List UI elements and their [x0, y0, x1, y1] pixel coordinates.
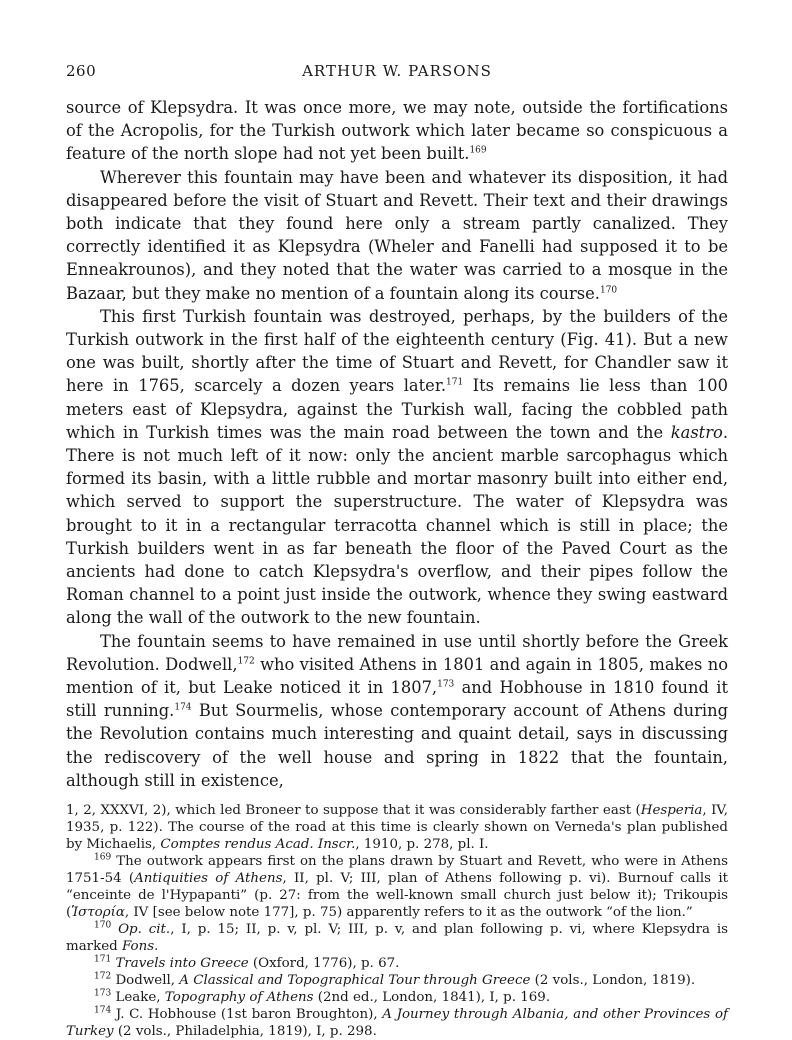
footnote-number: 173 [94, 988, 112, 999]
footnote-ref-171[interactable]: 171 [446, 378, 464, 389]
footnote-text: , I, p. 15; II, p. v, pl. V; III, p. v, and plan following p. vi, where Klepsydra is marked [66, 922, 728, 955]
footnote-ref-169[interactable]: 169 [469, 145, 487, 156]
paragraph-text: The fountain seems to have remained in use until shortly before the Greek Revolution. Dodwell, [66, 631, 728, 674]
footnote-171 [66, 955, 728, 972]
footnote-173 [66, 989, 728, 1006]
footnote-italic: Antiquities of Athens [134, 871, 283, 887]
footnote-italic: A Classical and Topographical Tour through Greece [179, 973, 531, 989]
footnote-number: 170 [94, 920, 112, 931]
footnote-number: 169 [94, 852, 112, 863]
footnote-174 [66, 1006, 728, 1040]
paragraph-text: This first Turkish fountain was destroyed, perhaps, by the builders of the Turkish outwork in the first half of the eighteenth century (Fig. 41). But a new one was built, shortly after the time of Stuart and Revett, for Chandler saw it here in 1765, scarcely a dozen years later. [66, 306, 728, 396]
page [66, 62, 728, 1040]
footnote-italic: Comptes rendus Acad. Inscr. [160, 837, 356, 853]
footnote-text: 1, 2, XXXVI, 2), which led Broneer to suppose that it was considerably farther east ( [66, 803, 641, 819]
page-header [66, 62, 728, 88]
italic-term: kastro [670, 422, 723, 442]
footnote-italic: Op. cit. [118, 922, 171, 938]
paragraph-text: who visited Athens in 1801 and again in 1805, makes no mention of it, but Leake noticed it in 1807, [66, 654, 729, 698]
paragraph-2 [66, 166, 728, 305]
footnote-169 [66, 853, 728, 921]
paragraph-3 [66, 305, 728, 630]
paragraph-text: Its remains lie less than 100 meters east of Klepsydra, against the Turkish wall, facing the cobbled path which in Turkish times was the main road between the town and the [66, 376, 728, 442]
paragraph-text: . There is not much left of it now: only the ancient marble sarcophagus which formed its basin, with a little rubble and mortar masonry built into either end, which served to support the superstructure. The water of Klepsydra was brought to it in a rectangular terracotta channel which is still in place; the Turkish builders went in as far beneath the floor of the Paved Court as the ancients had done to catch Klepsydra's overflow, and their pipes follow the Roman channel to a point just inside the outwork, whence they swing eastward along the wall of the outwork to the new fountain. [66, 422, 728, 628]
footnote-ref-172[interactable]: 172 [237, 656, 255, 667]
footnote-text: (2 vols., London, 1819). [530, 973, 696, 989]
paragraph-1 [66, 96, 728, 166]
footnote-text: , II, pl. V; III, plan of Athens following p. vi). Burnouf calls it “enceinte de l'Hypapanti” (p. 27: from the well-known small church just below it); Trikoupis ( [66, 871, 728, 921]
footnote-text: Leake, [111, 990, 165, 1006]
footnote-italic: A Journey through Albania, and other Provinces of Turkey [66, 1007, 728, 1040]
footnote-number: 172 [94, 971, 112, 982]
body-text [66, 96, 728, 792]
paragraph-4 [66, 630, 728, 792]
footnote-italic: Travels into Greece [115, 956, 249, 972]
footnote-number: 174 [94, 1005, 112, 1016]
footnote-text: , IV, 1935, p. 122). The course of the road at this time is clearly shown on Verneda's plan published by Michaelis, [66, 803, 729, 853]
footnote-italic: Fons [121, 939, 155, 955]
footnote-text: The outwork appears first on the plans drawn by Stuart and Revett, who were in Athens 1751-54 ( [66, 854, 728, 887]
footnote-text: , 1910, p. 278, pl. I. [355, 837, 489, 853]
footnote-number: 171 [94, 954, 112, 965]
paragraph-text: source of Klepsydra. It was once more, we may note, outside the fortifications of the Acropolis, for the Turkish outwork which later became so conspicuous a feature of the north slope had not yet been built. [66, 98, 728, 164]
running-head: ARTHUR W. PARSONS [302, 62, 492, 80]
paragraph-text: Wherever this fountain may have been and whatever its disposition, it had disappeared before the visit of Stuart and Revett. Their text and their drawings both indicate that they found here only a stream partly canalized. They correctly identified it as Klepsydra (Wheler and Fanelli had supposed it to be Enneakrounos), and they noted that the water was carried to a mosque in the Bazaar, but they make no mention of a fountain along its course. [66, 167, 728, 303]
paragraph-text: But Sourmelis, whose contemporary account of Athens during the Revolution contains much interesting and quaint detail, says in discussing the rediscovery of the well house and spring in 1822 that the fountain, although still in existence, [66, 701, 728, 790]
footnote-continuation [66, 802, 728, 853]
footnote-italic: Hesperia [640, 803, 703, 819]
page-number: 260 [66, 62, 97, 80]
footnote-italic: Ἱστορία [71, 905, 125, 921]
footnote-italic: Topography of Athens [164, 990, 314, 1006]
footnote-170 [66, 921, 728, 955]
footnote-ref-173[interactable]: 173 [437, 679, 455, 690]
footnote-text: Dodwell, [111, 973, 180, 989]
paragraph-text: and Hobhouse in 1810 found it still running. [66, 678, 728, 721]
footnotes [66, 802, 728, 1040]
footnote-text: . [154, 939, 159, 955]
footnote-text: (2nd ed., London, 1841), I, p. 169. [313, 990, 551, 1006]
footnote-text: (2 vols., Philadelphia, 1819), I, p. 298. [113, 1024, 377, 1040]
footnote-172 [66, 972, 728, 989]
footnote-text: J. C. Hobhouse (1st baron Broughton), [111, 1007, 383, 1023]
footnote-ref-174[interactable]: 174 [174, 702, 192, 713]
footnote-ref-170[interactable]: 170 [599, 285, 618, 296]
footnote-text: , IV [see below note 177], p. 75) apparently refers to it as the outwork “of the lion.” [124, 905, 693, 921]
footnote-text: (Oxford, 1776), p. 67. [248, 956, 400, 972]
